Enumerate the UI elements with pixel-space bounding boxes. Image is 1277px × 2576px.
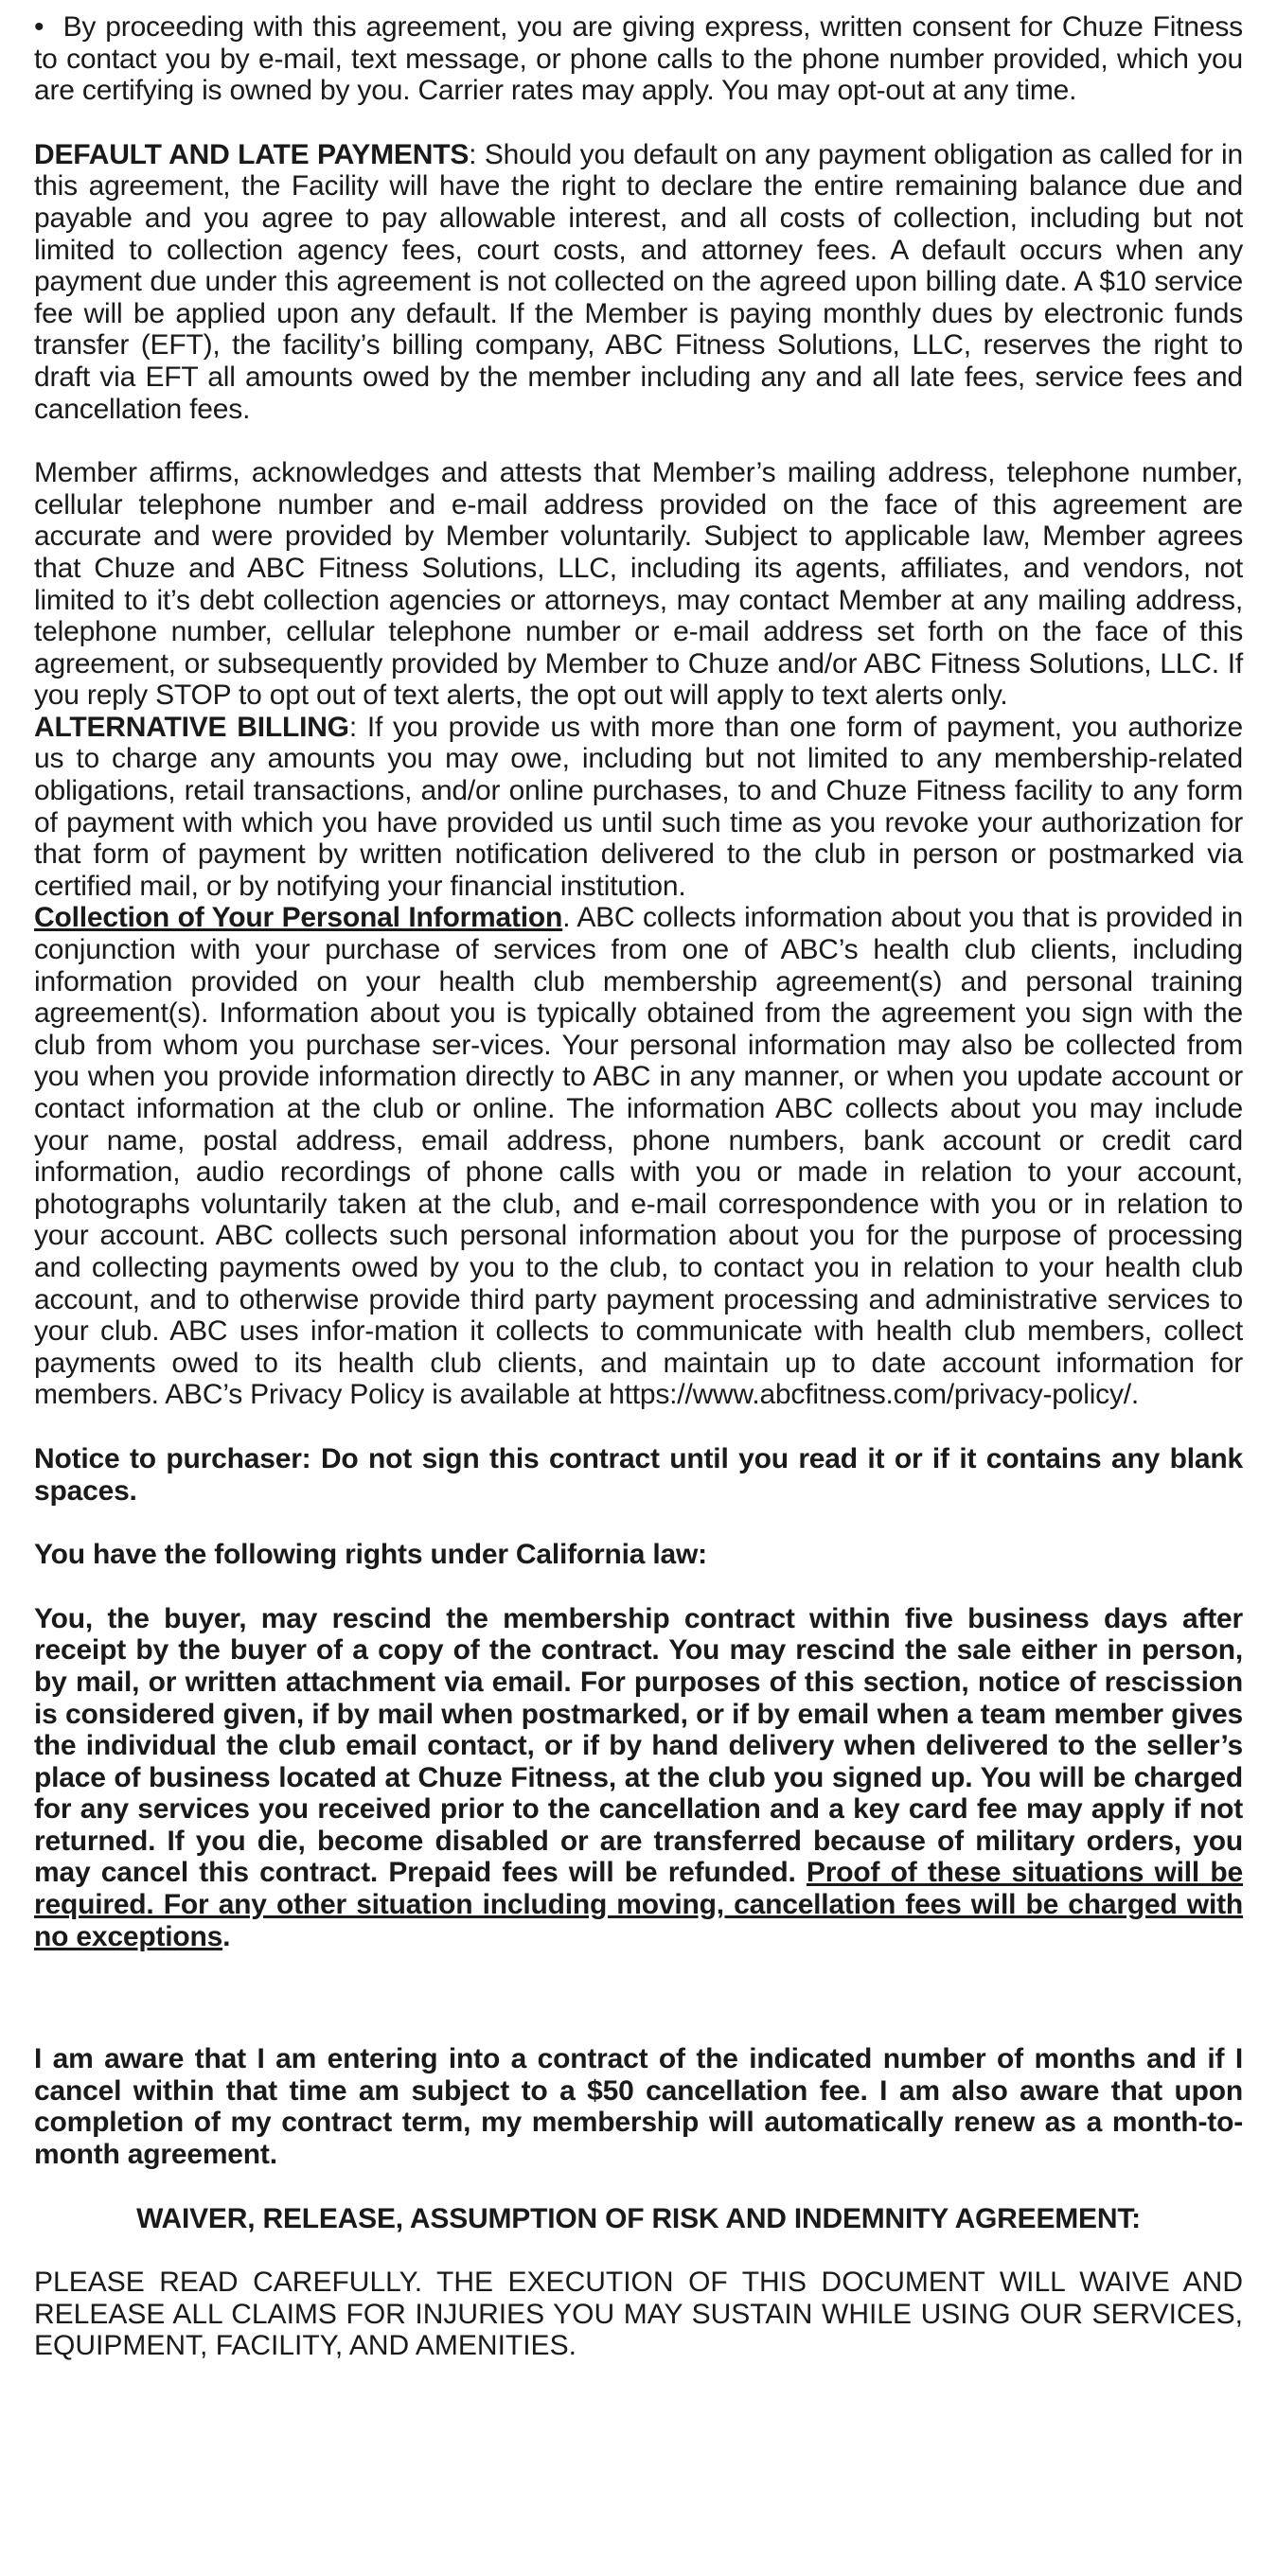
member-affirms-paragraph: Member affirms, acknowledges and attests that Member’s mailing address, telephone number, cellular telephone number and e-mail address provided on the face of this agreement are accurate and were provided by Member voluntarily. Subject to applicable law, Member agrees that Chuze and ABC Fitness Solutions, LLC, including its agents, affiliates, and vendors, not limited to it’s debt collection agencies or attorneys, may contact Member at any mailing address, telephone number, cellular telephone number or e-mail address set forth on the face of this agreement, or subsequently provided by Member to Chuze and/or ABC Fitness Solutions, LLC. If you reply STOP to opt out of text alerts, the opt out will apply to text alerts only.: [34, 457, 1243, 712]
contract-text: [34, 11, 1243, 2362]
personal-information-heading: Collection of Your Personal Information: [34, 902, 563, 934]
default-late-payments-heading: DEFAULT AND LATE PAYMENTS: [34, 138, 470, 170]
personal-information-text: . ABC collects information about you that is provided in conjunction with your purchase of services from one of ABC’s health club clients, including information provided on your health club membership agreement(s) and personal training agreement(s). Information about you is typically obtained from the agreement you sign with the club from whom you purchase ser-vices. Your personal information may also be collected from you when you provide information directly to ABC in any manner, or when you update account or contact information at the club or online. The information ABC collects about you may include your name, postal address, email address, phone numbers, bank account or credit card information, audio recordings of phone calls with you or made in relation to your account, photographs voluntarily taken at the club, and e-mail correspondence with you or in relation to your account. ABC collects such personal information about you for the purpose of processing and collecting payments owed by you to the club, to contact you in relation to your health club account, and to otherwise provide third party payment processing and administrative services to your club. ABC uses infor-mation it collects to communicate with health club members, collect payments owed to its health club clients, and maintain up to date account information for members. ABC’s Privacy Policy is available at https://www.abcfitness.com/privacy-policy/.: [34, 902, 1243, 1411]
consent-paragraph: [34, 11, 1243, 107]
rescission-paragraph: [34, 1603, 1243, 1953]
california-rights-heading: You have the following rights under California law:: [34, 1539, 707, 1571]
waiver-heading: WAIVER, RELEASE, ASSUMPTION OF RISK AND INDEMNITY AGREEMENT:: [136, 2202, 1141, 2234]
default-late-payments-text: : Should you default on any payment obligation as called for in this agreement, the Facility will have the right to declare the entire remaining balance due and payable and you agree to pay allowable interest, and all costs of collection, including but not limited to collection agency fees, court costs, and attorney fees. A default occurs when any payment due under this agreement is not collected on the agreed upon billing date. A $10 service fee will be applied upon any default. If the Member is paying monthly dues by electronic funds transfer (EFT), the facility’s billing company, ABC Fitness Solutions, LLC, reserves the right to draft via EFT all amounts owed by the member including any and all late fees, service fees and cancellation fees.: [34, 138, 1243, 425]
notice-to-purchaser: Notice to purchaser: Do not sign this contract until you read it or if it contains any blank spaces.: [34, 1442, 1243, 1507]
personal-information-paragraph: [34, 902, 1243, 1411]
alternative-billing-paragraph: [34, 712, 1243, 903]
rescission-underlined-text: Proof of these situations will be required. For any other situation including moving, cancellation fees will be charged with no exceptions: [34, 1857, 1243, 1952]
alternative-billing-text: : If you provide us with more than one form of payment, you authorize us to charge any amounts you may owe, including but not limited to any membership-related obligations, retail transactions, and/or online purchases, to and Chuze Fitness facility to any form of payment with which you have provided us until such time as you revoke your authorization for that form of payment by written notification delivered to the club in person or postmarked via certified mail, or by notifying your financial institution.: [34, 711, 1243, 902]
alternative-billing-heading: ALTERNATIVE BILLING: [34, 711, 349, 743]
rescission-text: You, the buyer, may rescind the membership contract within five business days after receipt by the buyer of a copy of the contract. You may rescind the sale either in person, by mail, or written attachment via email. For purposes of this section, notice of rescission is considered given, if by mail when postmarked, or if by email when a team member gives the individual the club email contact, or if by hand delivery when delivered to the seller’s place of business located at Chuze Fitness, at the club you signed up. You will be charged for any services you received prior to the cancellation and a key card fee may apply if not returned. If you die, become disabled or are transferred because of military orders, you may cancel this contract. Prepaid fees will be refunded.: [34, 1602, 1243, 1889]
waiver-notice: PLEASE READ CAREFULLY. THE EXECUTION OF THIS DOCUMENT WILL WAIVE AND RELEASE ALL CLAIMS FOR INJURIES YOU MAY SUSTAIN WHILE USING OUR SERVICES, EQUIPMENT, FACILITY, AND AMENITIES.: [34, 2267, 1243, 2362]
rescission-end: .: [222, 1920, 231, 1952]
bullet: •: [34, 11, 44, 43]
consent-text: By proceeding with this agreement, you are giving express, written consent for Chuze Fitness to contact you by e-mail, text message, or phone calls to the phone number provided, which you are certifying is owned by you. Carrier rates may apply. You may opt-out at any time.: [34, 11, 1243, 107]
cancellation-awareness-paragraph: I am aware that I am entering into a contract of the indicated number of months and if I cancel within that time am subject to a $50 cancellation fee. I am also aware that upon completion of my contract term, my membership will automatically renew as a month-to-month agreement.: [34, 2043, 1243, 2171]
default-late-payments-paragraph: [34, 139, 1243, 425]
